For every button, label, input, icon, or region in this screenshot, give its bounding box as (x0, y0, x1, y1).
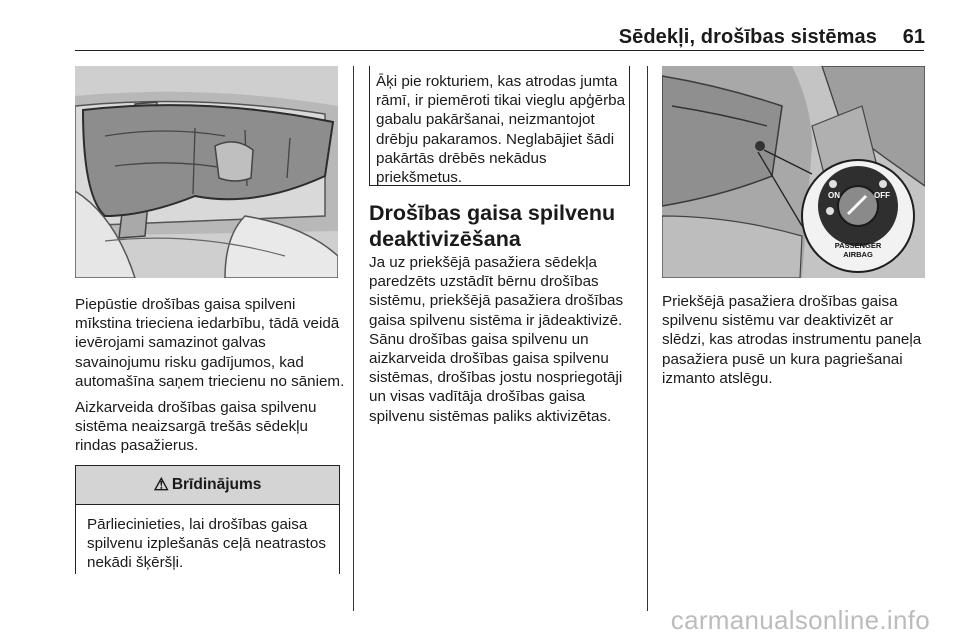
passenger-airbag-switch-figure (662, 66, 925, 278)
paragraph: Aizkarveida drošības gaisa spilvenu sistēma neaizsargā trešās sēdekļu rindas pasažierus. (75, 399, 317, 455)
side-curtain-airbag-figure (75, 66, 338, 278)
right-column-text (662, 292, 927, 395)
running-header-title: Sēdekļi, drošības sistēmas (618, 26, 877, 48)
switch-passenger-label: PASSENGER (834, 241, 882, 250)
paragraph: Ja uz priekšējā pasažiera sēdekļa paredzēts uzstādīt bērnu drošības sistēmu, priekšējā pasažiera drošības gaisa spilvenu sistēma ir jādeaktivizē. Sānu drošības gaisa spilvenu un aizkarveida drošības gaisa spilvenu sistēmas, drošības jostu nospriegotāji un visas vadītāja drošības gaisa spilvenu sistēmas paliks aktivizētas. (369, 254, 624, 425)
switch-off-label: OFF (874, 191, 890, 200)
warning-triangle-icon: ⚠ (153, 475, 169, 494)
switch-airbag-label: AIRBAG (843, 250, 873, 259)
warning-text: Pārliecinieties, lai drošības gaisa spilvenu izplešanās ceļā neatrastos nekādi šķēršļi. (87, 516, 326, 572)
column-divider-left (353, 66, 354, 611)
side-curtain-airbag-illustration-icon (75, 66, 338, 278)
warning-header (76, 466, 339, 505)
paragraph: Priekšējā pasažiera drošības gaisa spilvenu sistēmu var deaktivizēt ar slēdzi, kas atrodas instrumentu paneļa pasažiera pusē un kura pagriešanai izmanto atslēgu. (662, 293, 922, 387)
left-column-text (75, 295, 345, 463)
note-box (369, 66, 630, 186)
paragraph: Piepūstie drošības gaisa spilveni mīkstina trieciena iedarbību, tādā veidā ievērojami samazinot galvas savainojumu risku gadījumos, kad automašīna saņem triecienu no sāniem. (75, 296, 345, 390)
page-number: 61 (902, 26, 925, 48)
warning-title: Brīdinājums (171, 476, 262, 493)
note-text: Āķi pie rokturiem, kas atrodas jumta rāmī, ir piemēroti tikai vieglu apģērba gabalu pakāršanai, neizmantojot drēbju pakaramos. Neglabājiet šādi pakārtās drēbēs nekādus priekšmetus. (376, 73, 626, 187)
watermark: carmanualsonline.info (670, 605, 930, 635)
passenger-airbag-key-switch-illustration-icon (662, 66, 925, 278)
header-rule (75, 50, 924, 51)
section-heading: Drošības gaisa spilvenu deaktivizēšana (369, 201, 616, 251)
switch-on-label: ON (828, 191, 840, 200)
warning-box (75, 465, 340, 574)
middle-column-text (369, 253, 641, 433)
column-divider-right (647, 66, 648, 611)
